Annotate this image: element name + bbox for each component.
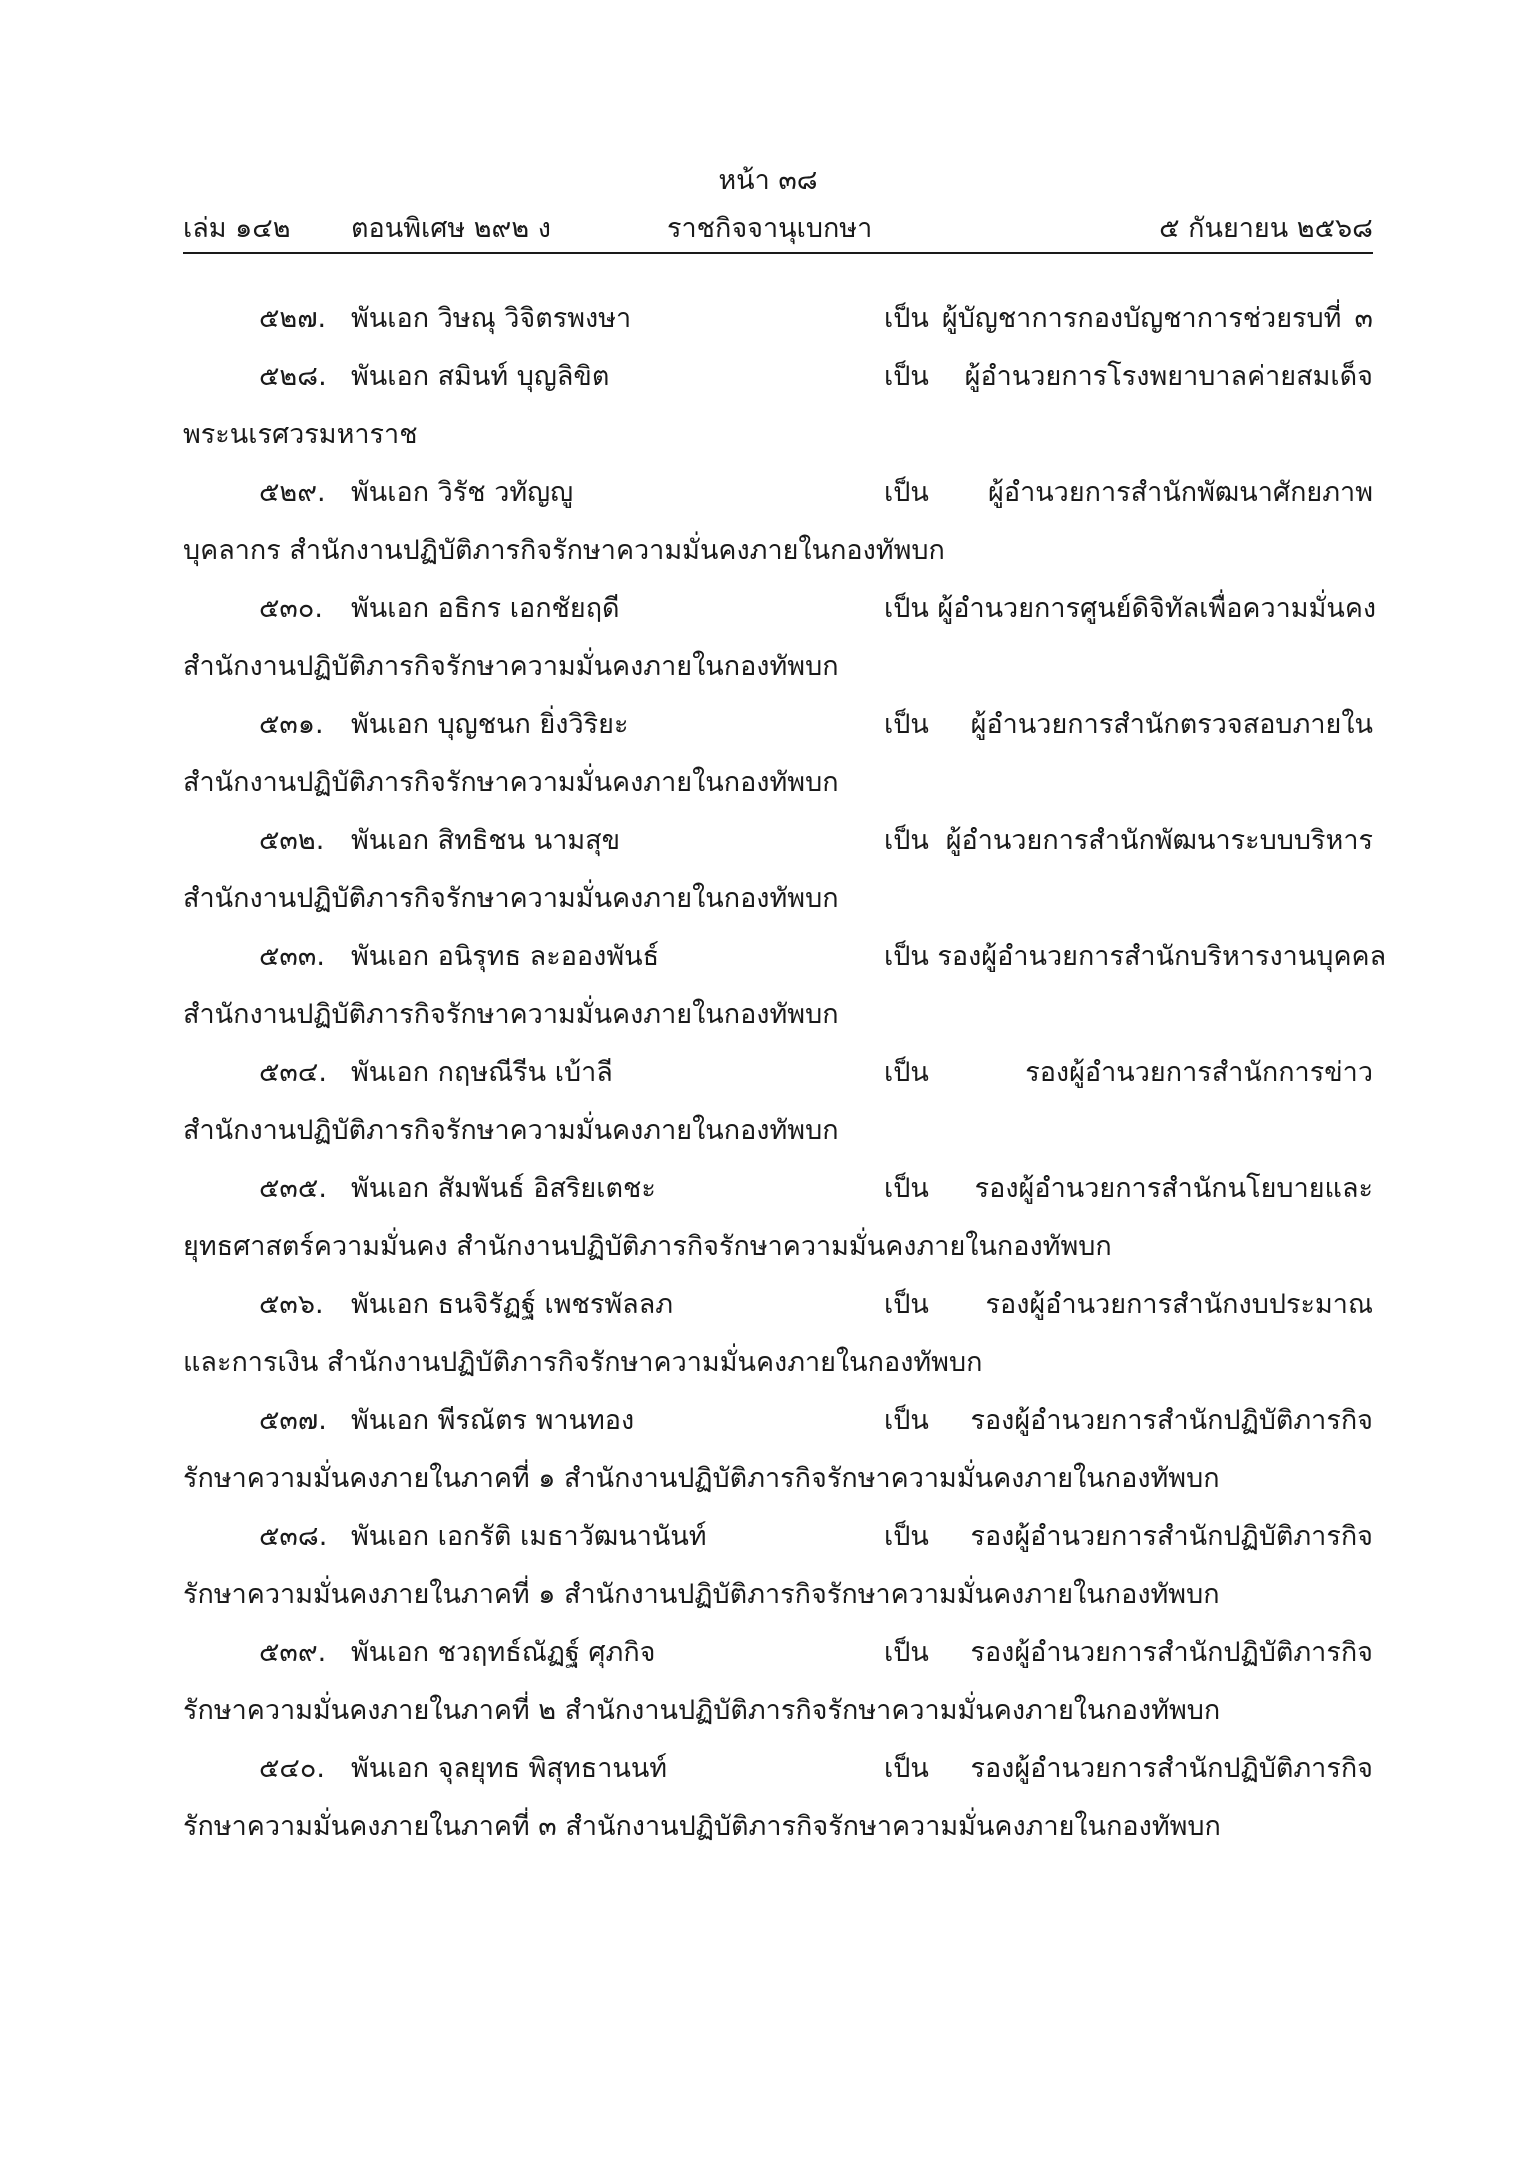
appointment-entry (183, 288, 1373, 346)
entry-main-line (183, 1506, 1373, 1564)
position-continuation: พระนเรศวรมหาราช (183, 419, 418, 450)
appointment-entry (183, 1042, 1373, 1158)
appointed-position: เป็น รองผู้อำนวยการสำนักปฏิบัติภารกิจ (884, 1521, 1373, 1552)
appointment-entry (183, 578, 1377, 694)
officer-name: พันเอก วิษณุ วิจิตรพงษา (351, 303, 632, 334)
entry-number: ๕๒๘. (259, 361, 327, 392)
entry-main-line (183, 1274, 1373, 1332)
appointed-position: เป็น รองผู้อำนวยการสำนักบริหารงานบุคคล (884, 941, 1387, 972)
entry-number: ๕๓๗. (259, 1405, 327, 1436)
position-continuation: บุคลากร สำนักงานปฏิบัติภารกิจรักษาความมั่นคงภายในกองทัพบก (183, 535, 945, 566)
appointed-position: เป็น ผู้อำนวยการสำนักพัฒนาศักยภาพ (884, 477, 1373, 508)
appointment-entry (183, 346, 1373, 462)
appointment-entry (183, 1506, 1373, 1622)
officer-name: พันเอก บุญชนก ยิ่งวิริยะ (351, 709, 629, 740)
appointed-position: เป็น รองผู้อำนวยการสำนักการข่าว (884, 1057, 1373, 1088)
position-continuation: สำนักงานปฏิบัติภารกิจรักษาความมั่นคงภายในกองทัพบก (183, 651, 839, 682)
appointed-position: เป็น รองผู้อำนวยการสำนักปฏิบัติภารกิจ (884, 1753, 1373, 1784)
entry-number: ๕๔๐. (259, 1753, 325, 1784)
position-continuation: และการเงิน สำนักงานปฏิบัติภารกิจรักษาความมั่นคงภายในกองทัพบก (183, 1347, 983, 1378)
entry-main-line (183, 462, 1373, 520)
position-continuation: ยุทธศาสตร์ความมั่นคง สำนักงานปฏิบัติภารกิจรักษาความมั่นคงภายในกองทัพบก (183, 1231, 1112, 1262)
officer-name: พันเอก สมินท์ บุญลิขิต (351, 361, 610, 392)
appointed-position: เป็น ผู้อำนวยการโรงพยาบาลค่ายสมเด็จ (884, 361, 1373, 392)
appointed-position: เป็น ผู้บัญชาการกองบัญชาการช่วยรบที่ ๓ (884, 303, 1373, 334)
appointed-position: เป็น ผู้อำนวยการสำนักตรวจสอบภายใน (884, 709, 1373, 740)
entry-main-line (183, 926, 1387, 984)
page-number: หน้า ๓๘ (718, 165, 818, 196)
officer-name: พันเอก สิทธิชน นามสุข (351, 825, 621, 856)
appointed-position: เป็น รองผู้อำนวยการสำนักนโยบายและ (884, 1173, 1373, 1204)
appointed-position: เป็น รองผู้อำนวยการสำนักปฏิบัติภารกิจ (884, 1637, 1373, 1668)
position-continuation: สำนักงานปฏิบัติภารกิจรักษาความมั่นคงภายในกองทัพบก (183, 883, 839, 914)
appointment-list (183, 288, 1387, 1854)
appointed-position: เป็น ผู้อำนวยการศูนย์ดิจิทัลเพื่อความมั่นคง (884, 593, 1377, 624)
volume-label: เล่ม ๑๔๒ (183, 213, 291, 244)
appointment-entry (183, 694, 1373, 810)
entry-main-line (183, 288, 1373, 346)
entry-number: ๕๓๕. (259, 1173, 327, 1204)
officer-name: พันเอก อนิรุทธ ละอองพันธ์ (351, 941, 660, 972)
appointed-position: เป็น ผู้อำนวยการสำนักพัฒนาระบบบริหาร (884, 825, 1373, 856)
appointment-entry (183, 1390, 1373, 1506)
position-continuation: สำนักงานปฏิบัติภารกิจรักษาความมั่นคงภายในกองทัพบก (183, 999, 839, 1030)
entry-number: ๕๒๙. (259, 477, 326, 508)
entry-number: ๕๓๙. (259, 1637, 327, 1668)
position-continuation: สำนักงานปฏิบัติภารกิจรักษาความมั่นคงภายในกองทัพบก (183, 767, 839, 798)
publication-date: ๕ กันยายน ๒๕๖๘ (1159, 213, 1373, 244)
appointment-entry (183, 1274, 1373, 1390)
entry-number: ๕๓๑. (259, 709, 324, 740)
appointment-entry (183, 926, 1387, 1042)
position-continuation: รักษาความมั่นคงภายในภาคที่ ๑ สำนักงานปฏิบัติภารกิจรักษาความมั่นคงภายในกองทัพบก (183, 1463, 1220, 1494)
position-continuation: สำนักงานปฏิบัติภารกิจรักษาความมั่นคงภายในกองทัพบก (183, 1115, 839, 1146)
officer-name: พันเอก จุลยุทธ พิสุทธานนท์ (351, 1753, 668, 1784)
entry-number: ๕๓๓. (259, 941, 325, 972)
officer-name: พันเอก ชวฤทธ์ณัฏฐ์ ศุภกิจ (351, 1637, 656, 1668)
officer-name: พันเอก วิรัช วทัญญู (351, 477, 574, 508)
position-continuation: รักษาความมั่นคงภายในภาคที่ ๑ สำนักงานปฏิบัติภารกิจรักษาความมั่นคงภายในกองทัพบก (183, 1579, 1220, 1610)
gazette-header (183, 206, 1373, 246)
entry-number: ๕๒๗. (259, 303, 327, 334)
appointed-position: เป็น รองผู้อำนวยการสำนักปฏิบัติภารกิจ (884, 1405, 1373, 1436)
entry-main-line (183, 578, 1377, 636)
officer-name: พันเอก กฤษณีรีน เบ้าลี (351, 1057, 613, 1088)
entry-number: ๕๓๒. (259, 825, 325, 856)
appointment-entry (183, 1738, 1373, 1854)
entry-number: ๕๓๔. (259, 1057, 327, 1088)
entry-main-line (183, 810, 1373, 868)
entry-main-line (183, 1738, 1373, 1796)
issue-label: ตอนพิเศษ ๒๙๒ ง (351, 213, 551, 244)
officer-name: พันเอก สัมพันธ์ อิสริยเตชะ (351, 1173, 656, 1204)
entry-main-line (183, 1042, 1373, 1100)
appointment-entry (183, 1158, 1373, 1274)
officer-name: พันเอก เอกรัติ เมธาวัฒนานันท์ (351, 1521, 707, 1552)
header-divider (183, 252, 1373, 254)
position-continuation: รักษาความมั่นคงภายในภาคที่ ๓ สำนักงานปฏิบัติภารกิจรักษาความมั่นคงภายในกองทัพบก (183, 1811, 1221, 1842)
gazette-title: ราชกิจจานุเบกษา (667, 213, 873, 244)
entry-main-line (183, 694, 1373, 752)
entry-number: ๕๓๖. (259, 1289, 324, 1320)
position-continuation: รักษาความมั่นคงภายในภาคที่ ๒ สำนักงานปฏิบัติภารกิจรักษาความมั่นคงภายในกองทัพบก (183, 1695, 1221, 1726)
appointed-position: เป็น รองผู้อำนวยการสำนักงบประมาณ (884, 1289, 1373, 1320)
entry-number: ๕๓๘. (259, 1521, 328, 1552)
entry-main-line (183, 1390, 1373, 1448)
appointment-entry (183, 1622, 1373, 1738)
entry-number: ๕๓๐. (259, 593, 323, 624)
appointment-entry (183, 810, 1373, 926)
officer-name: พันเอก อธิกร เอกชัยฤดี (351, 593, 620, 624)
entry-main-line (183, 1158, 1373, 1216)
officer-name: พันเอก ธนจิรัฏฐ์ เพชรพัลลภ (351, 1289, 674, 1320)
appointment-entry (183, 462, 1373, 578)
entry-main-line (183, 346, 1373, 404)
entry-main-line (183, 1622, 1373, 1680)
officer-name: พันเอก พีรณัตร พานทอง (351, 1405, 635, 1436)
